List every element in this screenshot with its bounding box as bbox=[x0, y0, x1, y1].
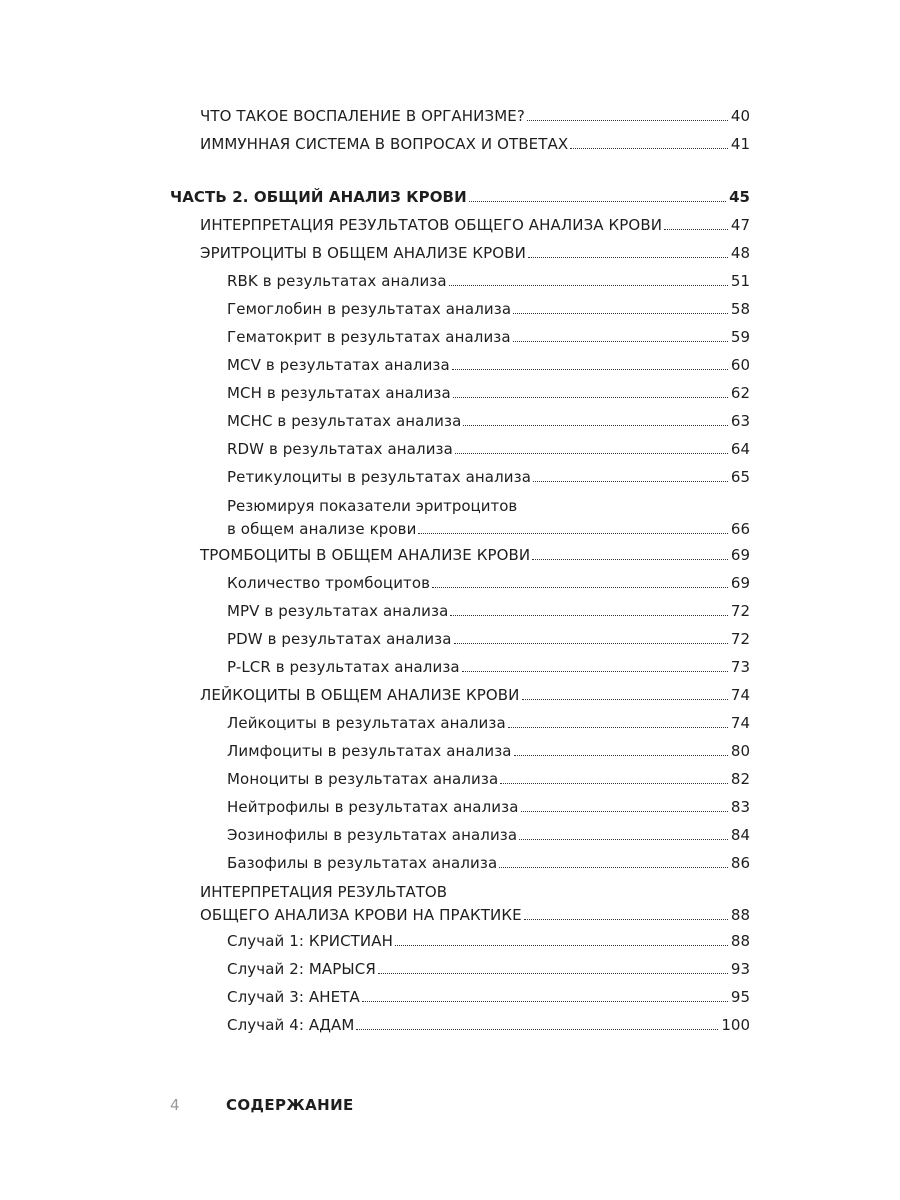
dot-leader bbox=[362, 1001, 728, 1002]
dot-leader bbox=[432, 587, 728, 588]
toc-title: PDW в результатах анализа bbox=[227, 630, 452, 648]
toc-title: Случай 4: АДАМ bbox=[227, 1016, 355, 1034]
dot-leader bbox=[453, 397, 728, 398]
toc-subsection[interactable] bbox=[170, 821, 750, 849]
toc-page-number: 58 bbox=[730, 300, 750, 318]
running-header-label: СОДЕРЖАНИЕ bbox=[226, 1096, 354, 1114]
toc-title: MPV в результатах анализа bbox=[227, 602, 449, 620]
page-number: 4 bbox=[170, 1096, 180, 1114]
dot-leader bbox=[418, 533, 727, 534]
toc-title: Лимфоциты в результатах анализа bbox=[227, 742, 512, 760]
toc-title: Количество тромбоцитов bbox=[227, 574, 431, 592]
toc-subsection[interactable] bbox=[170, 625, 750, 653]
toc-subsection[interactable] bbox=[170, 955, 750, 983]
toc-subsection[interactable] bbox=[170, 1011, 750, 1039]
dot-leader bbox=[378, 973, 728, 974]
toc-subsection[interactable] bbox=[170, 653, 750, 681]
toc-subsection[interactable] bbox=[170, 435, 750, 463]
toc-subsection[interactable] bbox=[170, 927, 750, 955]
table-of-contents bbox=[170, 102, 750, 1039]
toc-title: RBK в результатах анализа bbox=[227, 272, 447, 290]
toc-part-heading[interactable] bbox=[170, 183, 750, 211]
dot-leader bbox=[469, 201, 726, 202]
toc-subsection[interactable] bbox=[170, 765, 750, 793]
dot-leader bbox=[462, 671, 728, 672]
dot-leader bbox=[533, 481, 728, 482]
toc-title: Моноциты в результатах анализа bbox=[227, 770, 499, 788]
toc-page-number: 69 bbox=[730, 574, 750, 592]
dot-leader bbox=[449, 285, 728, 286]
dot-leader bbox=[513, 341, 728, 342]
toc-title: Случай 3: АНЕТА bbox=[227, 988, 360, 1006]
toc-title: RDW в результатах анализа bbox=[227, 440, 453, 458]
toc-subsection[interactable] bbox=[170, 295, 750, 323]
toc-title: Гематокрит в результатах анализа bbox=[227, 328, 511, 346]
dot-leader bbox=[450, 615, 728, 616]
dot-leader bbox=[527, 120, 728, 121]
toc-section[interactable] bbox=[170, 211, 750, 239]
dot-leader bbox=[395, 945, 728, 946]
toc-page-number: 86 bbox=[730, 854, 750, 872]
toc-page-number: 80 bbox=[730, 742, 750, 760]
dot-leader bbox=[455, 453, 728, 454]
toc-subsection[interactable] bbox=[170, 597, 750, 625]
toc-section[interactable] bbox=[170, 541, 750, 569]
toc-title: Ретикулоциты в результатах анализа bbox=[227, 468, 532, 486]
toc-subsection[interactable] bbox=[170, 709, 750, 737]
toc-title: ЧАСТЬ 2. ОБЩИЙ АНАЛИЗ КРОВИ bbox=[170, 188, 467, 206]
toc-title: MCHC в результатах анализа bbox=[227, 412, 462, 430]
toc-subsection[interactable] bbox=[170, 463, 750, 491]
toc-subsection[interactable] bbox=[170, 569, 750, 597]
toc-page-number: 47 bbox=[730, 216, 750, 234]
toc-title: Нейтрофилы в результатах анализа bbox=[227, 798, 519, 816]
toc-subsection[interactable] bbox=[170, 407, 750, 435]
dot-leader bbox=[522, 699, 728, 700]
toc-title: Случай 1: КРИСТИАН bbox=[227, 932, 393, 950]
toc-title: MCV в результатах анализа bbox=[227, 356, 450, 374]
toc-section[interactable] bbox=[170, 239, 750, 267]
dot-leader bbox=[513, 313, 728, 314]
toc-page-number: 74 bbox=[730, 686, 750, 704]
toc-page-number: 74 bbox=[730, 714, 750, 732]
toc-page-number: 88 bbox=[730, 906, 750, 924]
toc-page-number: 41 bbox=[730, 135, 750, 153]
toc-page-number: 69 bbox=[730, 546, 750, 564]
dot-leader bbox=[500, 783, 728, 784]
toc-section[interactable] bbox=[170, 681, 750, 709]
dot-leader bbox=[521, 811, 728, 812]
toc-subsection[interactable] bbox=[170, 849, 750, 877]
toc-title-line1: ИНТЕРПРЕТАЦИЯ РЕЗУЛЬТАТОВ bbox=[200, 883, 448, 901]
toc-title: Случай 2: МАРЫСЯ bbox=[227, 960, 376, 978]
toc-page-number: 100 bbox=[721, 1016, 750, 1034]
dot-leader bbox=[452, 369, 728, 370]
dot-leader bbox=[508, 727, 728, 728]
toc-page-number: 48 bbox=[730, 244, 750, 262]
toc-page-number: 73 bbox=[730, 658, 750, 676]
dot-leader bbox=[514, 755, 728, 756]
toc-page-number: 40 bbox=[730, 107, 750, 125]
toc-page-number: 83 bbox=[730, 798, 750, 816]
toc-page-number: 95 bbox=[730, 988, 750, 1006]
toc-subsection[interactable] bbox=[170, 379, 750, 407]
dot-leader bbox=[524, 919, 728, 920]
toc-title: ТРОМБОЦИТЫ В ОБЩЕМ АНАЛИЗЕ КРОВИ bbox=[200, 546, 531, 564]
dot-leader bbox=[664, 229, 728, 230]
dot-leader bbox=[570, 148, 728, 149]
toc-page-number: 62 bbox=[730, 384, 750, 402]
toc-page-number: 45 bbox=[729, 188, 750, 206]
toc-title: Гемоглобин в результатах анализа bbox=[227, 300, 512, 318]
toc-title: ЭРИТРОЦИТЫ В ОБЩЕМ АНАЛИЗЕ КРОВИ bbox=[200, 244, 526, 262]
toc-title: ОБЩЕГО АНАЛИЗА КРОВИ НА ПРАКТИКЕ bbox=[200, 906, 522, 924]
toc-title: Эозинофилы в результатах анализа bbox=[227, 826, 518, 844]
toc-title: Базофилы в результатах анализа bbox=[227, 854, 498, 872]
toc-title: Лейкоциты в результатах анализа bbox=[227, 714, 506, 732]
toc-section[interactable] bbox=[170, 130, 750, 158]
toc-title: в общем анализе крови bbox=[227, 520, 417, 538]
page-footer bbox=[170, 1096, 354, 1114]
toc-title-line1: Резюмируя показатели эритроцитов bbox=[227, 497, 518, 515]
toc-title: P-LCR в результатах анализа bbox=[227, 658, 460, 676]
dot-leader bbox=[528, 257, 728, 258]
toc-page-number: 72 bbox=[730, 602, 750, 620]
dot-leader bbox=[463, 425, 728, 426]
toc-title: MCH в результатах анализа bbox=[227, 384, 451, 402]
toc-page-number: 82 bbox=[730, 770, 750, 788]
dot-leader bbox=[532, 559, 728, 560]
toc-subsection[interactable] bbox=[170, 351, 750, 379]
dot-leader bbox=[356, 1029, 718, 1030]
toc-title: ЛЕЙКОЦИТЫ В ОБЩЕМ АНАЛИЗЕ КРОВИ bbox=[200, 686, 520, 704]
toc-page-number: 72 bbox=[730, 630, 750, 648]
toc-page-number: 93 bbox=[730, 960, 750, 978]
toc-page-number: 51 bbox=[730, 272, 750, 290]
toc-page-number: 64 bbox=[730, 440, 750, 458]
dot-leader bbox=[454, 643, 728, 644]
toc-section[interactable] bbox=[170, 102, 750, 130]
toc-subsection[interactable] bbox=[170, 491, 750, 541]
dot-leader bbox=[519, 839, 728, 840]
dot-leader bbox=[499, 867, 728, 868]
toc-page-number: 88 bbox=[730, 932, 750, 950]
toc-subsection[interactable] bbox=[170, 737, 750, 765]
toc-subsection[interactable] bbox=[170, 983, 750, 1011]
toc-subsection[interactable] bbox=[170, 267, 750, 295]
toc-page-number: 60 bbox=[730, 356, 750, 374]
toc-title: ИММУННАЯ СИСТЕМА В ВОПРОСАХ И ОТВЕТАХ bbox=[200, 135, 569, 153]
toc-page-number: 84 bbox=[730, 826, 750, 844]
toc-section[interactable] bbox=[170, 877, 750, 927]
toc-page-number: 59 bbox=[730, 328, 750, 346]
toc-page-number: 66 bbox=[730, 520, 750, 538]
toc-subsection[interactable] bbox=[170, 323, 750, 351]
toc-subsection[interactable] bbox=[170, 793, 750, 821]
toc-page-number: 63 bbox=[730, 412, 750, 430]
toc-title: ЧТО ТАКОЕ ВОСПАЛЕНИЕ В ОРГАНИЗМЕ? bbox=[200, 107, 525, 125]
toc-title: ИНТЕРПРЕТАЦИЯ РЕЗУЛЬТАТОВ ОБЩЕГО АНАЛИЗА КРОВИ bbox=[200, 216, 663, 234]
toc-page-number: 65 bbox=[730, 468, 750, 486]
